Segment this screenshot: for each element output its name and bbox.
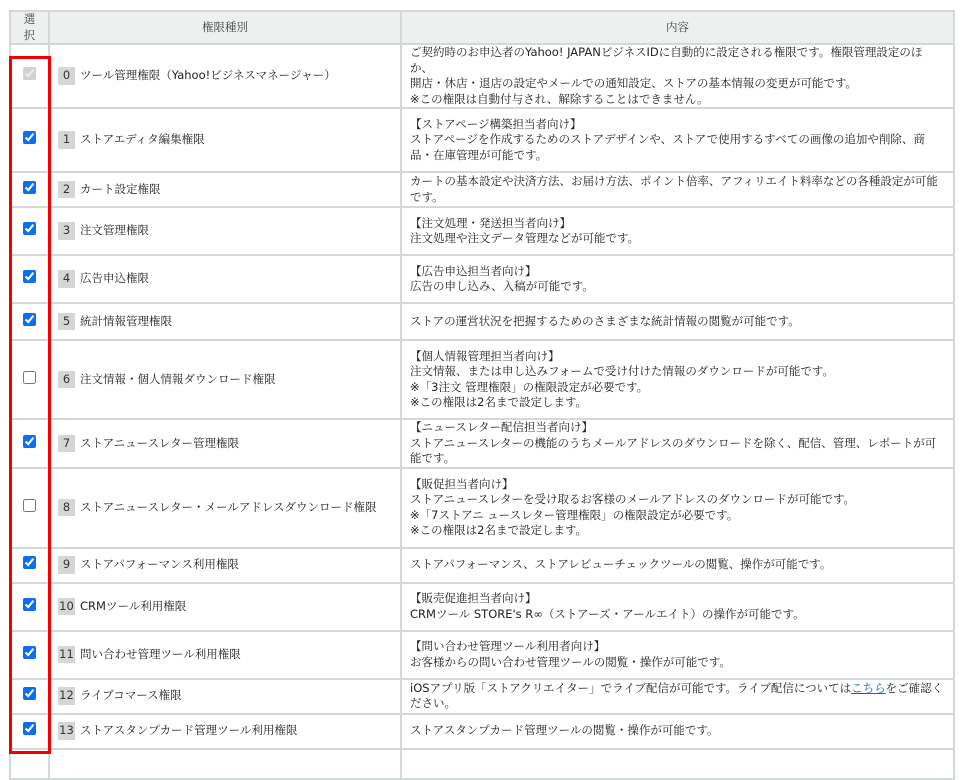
permission-checkbox-3[interactable] [23,222,36,235]
table-row [10,419,954,468]
header-content: 内容 [401,11,954,44]
permission-checkbox-4[interactable] [23,270,36,283]
select-cell [10,749,49,779]
permission-description: ご契約時のお申込者のYahoo! JAPANビジネスIDに自動的に設定される権限です。権限管理設定のほか、 開店・休店・退店の設定やメールでの通知設定、ストアの基本情報の変更が可能です。 ※この権限は自動付与され、解除することはできません。 [410,45,923,106]
permission-description: 【問い合わせ管理ツール利用者向け】 お客様からの問い合わせ管理ツールの閲覧・操作が可能です。 [410,639,731,669]
permission-checkbox-13[interactable] [23,722,36,735]
permission-name: ツール管理権限（Yahoo!ビジネスマネージャー） [80,68,336,83]
permission-name: 問い合わせ管理ツール利用権限 [80,646,241,661]
select-cell [10,468,49,548]
permission-content-cell [401,172,954,207]
permission-name: 注文情報・個人情報ダウンロード権限 [80,371,276,386]
table-row [10,172,954,207]
select-cell [10,255,49,303]
permission-checkbox-11[interactable] [23,646,36,659]
permission-description: ストアパフォーマンス、ストアレビューチェックツールの閲覧、操作が可能です。 [410,557,832,572]
permission-type-cell [49,108,401,172]
permission-name: 広告申込権限 [80,271,149,286]
permission-checkbox-10[interactable] [23,598,36,611]
permission-name: ライブコマース権限 [80,688,182,703]
permission-description: 【販売促進担当者向け】 CRMツール STORE's R∞（ストアーズ・アールエイト）の操作が可能です。 [410,591,805,621]
permission-type-cell [49,679,401,714]
permission-description: ストアスタンプカード管理ツールの閲覧・操作が可能です。 [410,723,719,738]
permission-content-cell [401,749,954,779]
table-row [10,468,954,548]
permission-number: 4 [58,270,75,288]
select-cell [10,172,49,207]
permission-type-cell [49,631,401,679]
permission-checkbox-0 [23,67,36,80]
permission-name: ストアニュースレター・メールアドレスダウンロード権限 [80,499,377,514]
permission-number: 13 [58,722,75,740]
select-cell [10,303,49,340]
permission-number: 2 [58,181,75,199]
permission-content-cell [401,340,954,419]
permission-number: 6 [58,371,75,389]
permission-content-cell [401,207,954,255]
permission-name: ストアニュースレター管理権限 [80,435,240,450]
table-row-partial [10,749,954,779]
permission-number: 5 [58,313,75,331]
permission-content-cell [401,108,954,172]
permission-description: 【ストアページ構築担当者向け】 ストアページを作成するためのストアデザインや、ストアで使用するすべての画像の追加や削除、商品・在庫管理が可能です。 [410,116,925,162]
header-select: 選択 [10,11,49,44]
permission-content-cell [401,548,954,583]
select-cell [10,207,49,255]
permission-description: カートの基本設定や決済方法、お届け方法、ポイント倍率、アフィリエイト料率などの各種設定が可能です。 [410,174,938,204]
permission-type-cell [49,340,401,419]
permission-content-cell [401,631,954,679]
select-cell [10,583,49,631]
permission-type-cell [49,419,401,468]
permission-name: 統計情報管理権限 [80,313,172,328]
table-row [10,679,954,714]
permission-checkbox-1[interactable] [23,131,36,144]
permission-type-cell [49,749,401,779]
table-row [10,583,954,631]
permission-content-cell [401,714,954,749]
permission-content-cell [401,583,954,631]
table-row [10,631,954,679]
table-row [10,303,954,340]
permission-number: 8 [58,499,75,517]
permission-number: 7 [58,435,75,453]
permission-checkbox-8[interactable] [23,499,36,512]
select-cell [10,419,49,468]
permission-description: 【広告申込担当者向け】 広告の申し込み、入稿が可能です。 [410,263,594,293]
permission-content-cell [401,44,954,108]
permission-number: 9 [58,556,75,574]
permission-type-cell [49,207,401,255]
select-cell [10,44,49,108]
permission-number: 0 [58,67,75,85]
permission-number: 3 [58,222,75,240]
table-row [10,340,954,419]
select-cell [10,714,49,749]
table-row [10,207,954,255]
table-header-row [10,11,954,44]
permission-type-cell [49,44,401,108]
permission-checkbox-5[interactable] [23,313,36,326]
table-row [10,714,954,749]
permission-description: 【個人情報管理担当者向け】 注文情報、または申し込みフォームで受け付けた情報のダウンロードが可能です。 ※「3注文 管理権限」の権限設定が必要です。 ※この権限は2名まで設定します。 [410,348,835,409]
permission-checkbox-12[interactable] [23,687,36,700]
permission-number: 12 [58,687,75,705]
select-cell [10,631,49,679]
permission-description-after: をご確認ください。 [410,680,944,710]
link-kochira[interactable]: こちら [851,680,886,695]
permission-type-cell [49,255,401,303]
permission-type-cell [49,303,401,340]
permission-content-cell [401,468,954,548]
permission-checkbox-9[interactable] [23,556,36,569]
select-cell [10,108,49,172]
permission-description: 【販促担当者向け】 ストアニュースレターを受け取るお客様のメールアドレスのダウンロードが可能です。 ※「7ストアニ ュースレター管理権限」の権限設定が必要です。 ※この権限は2名まで設定します。 [410,476,856,537]
permission-content-cell [401,419,954,468]
permission-checkbox-6[interactable] [23,371,36,384]
table-row [10,44,954,108]
permission-checkbox-2[interactable] [23,181,36,194]
permission-checkbox-7[interactable] [23,435,36,448]
permission-content-cell [401,679,954,714]
permission-name: ストアエディタ編集権限 [80,132,205,147]
permission-type-cell [49,468,401,548]
table-row [10,108,954,172]
permission-description: 【ニュースレター配信担当者向け】 ストアニュースレターの機能のうちメールアドレスのダウンロードを除く、配信、管理、レポートが可能です。 [410,420,937,465]
permission-name: カート設定権限 [80,181,161,196]
permission-name: CRMツール利用権限 [80,598,187,613]
select-cell [10,340,49,419]
permission-content-cell [401,255,954,303]
permissions-table [9,10,955,780]
permission-number: 11 [58,646,75,664]
table-row [10,255,954,303]
permission-type-cell [49,548,401,583]
header-permission-type: 権限種別 [49,11,401,44]
permission-name: ストアパフォーマンス利用権限 [80,557,239,572]
select-cell [10,548,49,583]
select-cell [10,679,49,714]
permission-name: 注文管理権限 [80,223,149,238]
permission-type-cell [49,714,401,749]
permission-name: ストアスタンプカード管理ツール利用権限 [80,723,298,738]
permission-type-cell [49,583,401,631]
permission-description: iOSアプリ版「ストアクリエイター」でライブ配信が可能です。ライブ配信については [410,680,852,695]
permission-type-cell [49,172,401,207]
permission-description: 【注文処理・発送担当者向け】 注文処理や注文データ管理などが可能です。 [410,215,640,245]
permission-number: 1 [58,131,75,149]
table-row [10,548,954,583]
permission-number: 10 [58,598,75,616]
permission-content-cell [401,303,954,340]
permission-description: ストアの運営状況を把握するためのさまざまな統計情報の閲覧が可能です。 [410,313,800,328]
